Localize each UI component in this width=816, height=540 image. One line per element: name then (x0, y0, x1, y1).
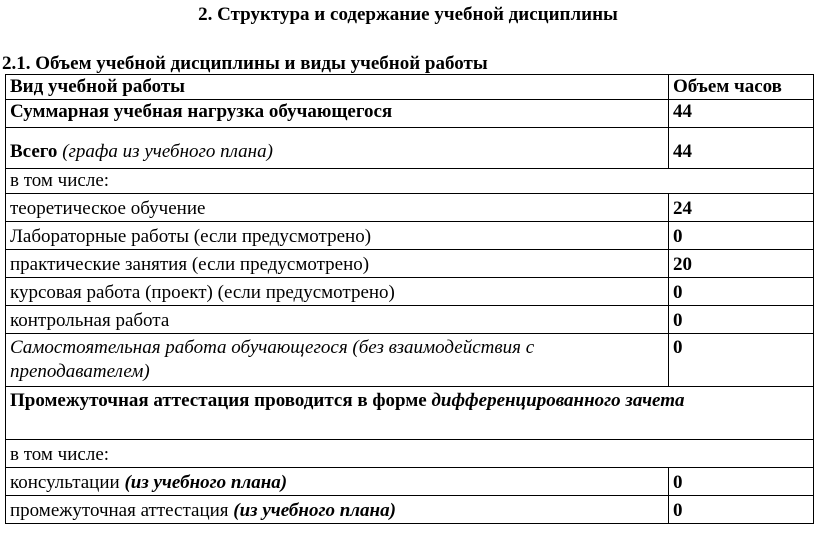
table-row (6, 278, 814, 306)
including-row (6, 440, 814, 468)
total-row (6, 128, 814, 169)
interim-attestation-label (6, 496, 669, 524)
consultations-label-text: консультации (10, 472, 120, 493)
header-work-type: Вид учебной работы (6, 75, 669, 100)
subsection-title: 2.1. Объем учебной дисциплины и виды учебной работы (2, 53, 488, 74)
row-label: Лабораторные работы (если предусмотрено) (6, 222, 669, 250)
section-title: 2. Структура и содержание учебной дисциплины (198, 4, 618, 25)
independent-work-row (6, 334, 814, 387)
attestation-label (6, 387, 814, 440)
row-label: практические занятия (если предусмотрено) (6, 250, 669, 278)
including-label: в том числе: (6, 440, 814, 468)
total-label (6, 128, 669, 169)
including-label: в том числе: (6, 169, 814, 194)
row-label: курсовая работа (проект) (если предусмотрено) (6, 278, 669, 306)
consultations-value: 0 (669, 468, 814, 496)
row-value: 0 (669, 306, 814, 334)
table-row (6, 250, 814, 278)
independent-work-label: Самостоятельная работа обучающегося (без взаимодействия с преподавателем) (6, 334, 669, 387)
consultations-row (6, 468, 814, 496)
total-label-italic: (графа из учебного плана) (62, 141, 273, 162)
total-load-row (6, 100, 814, 128)
table-row (6, 222, 814, 250)
header-hours: Объем часов (669, 75, 814, 100)
consultations-label (6, 468, 669, 496)
row-value: 0 (669, 278, 814, 306)
total-label-bold: Всего (10, 141, 58, 162)
interim-attestation-row (6, 496, 814, 524)
row-value: 0 (669, 222, 814, 250)
including-row (6, 169, 814, 194)
row-value: 20 (669, 250, 814, 278)
row-label: контрольная работа (6, 306, 669, 334)
independent-work-value: 0 (669, 334, 814, 387)
attestation-label-bold-italic: дифференцированного зачета (431, 390, 685, 411)
row-value: 24 (669, 194, 814, 222)
table-row (6, 194, 814, 222)
consultations-label-source: (из учебного плана) (124, 472, 288, 493)
table-header-row (6, 75, 814, 100)
total-load-label: Суммарная учебная нагрузка обучающегося (6, 100, 669, 128)
row-label: теоретическое обучение (6, 194, 669, 222)
attestation-label-bold: Промежуточная аттестация проводится в форме (10, 390, 427, 411)
total-value: 44 (669, 128, 814, 169)
total-load-value: 44 (669, 100, 814, 128)
interim-attestation-label-source: (из учебного плана) (233, 500, 396, 521)
interim-attestation-label-text: промежуточная аттестация (10, 500, 229, 521)
interim-attestation-value: 0 (669, 496, 814, 524)
study-workload-table (5, 74, 814, 524)
table-row (6, 306, 814, 334)
attestation-row (6, 387, 814, 440)
